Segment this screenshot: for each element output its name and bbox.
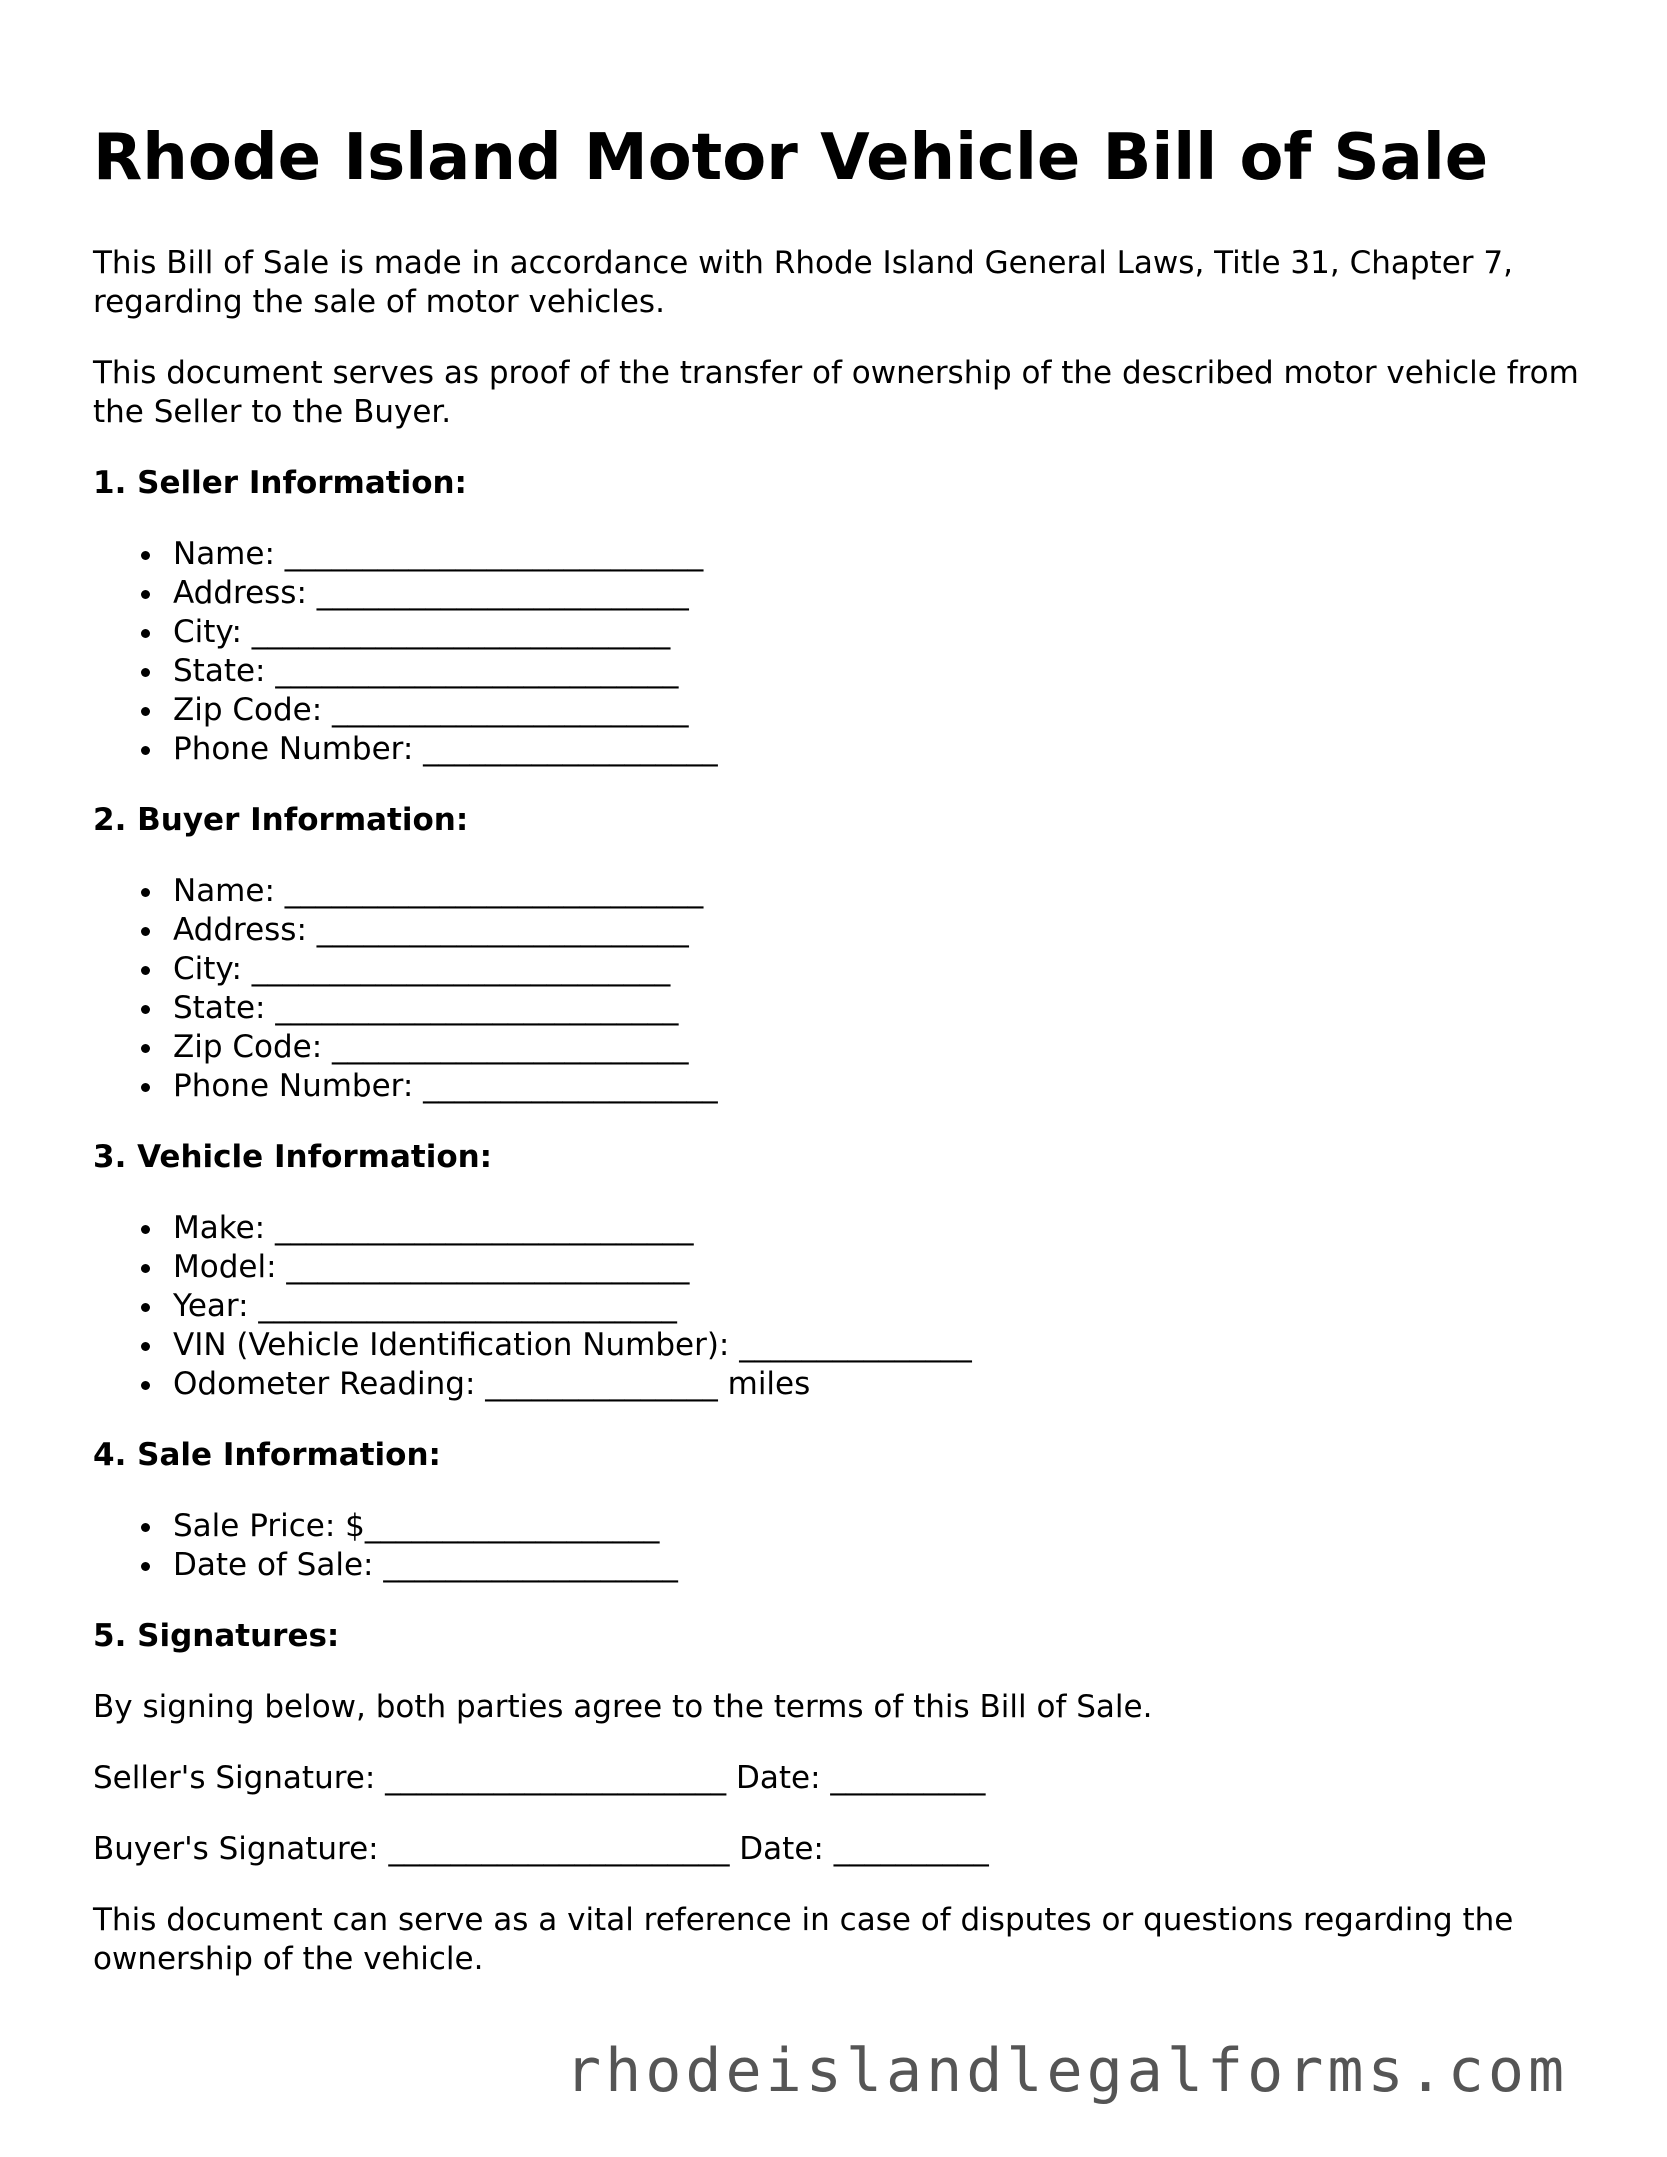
vehicle-odometer-field: Odometer Reading: _______________ miles [173, 1365, 1613, 1404]
seller-info-list [93, 535, 1613, 769]
vehicle-make-field: Make: ___________________________ [173, 1209, 1613, 1248]
buyer-signature-line: Buyer's Signature: ______________________ Date: __________ [93, 1831, 989, 1867]
vehicle-vin-field: VIN (Vehicle Identification Number): _______________ [173, 1326, 1613, 1365]
vehicle-info-list [93, 1209, 1613, 1404]
seller-phone-field: Phone Number: ___________________ [173, 730, 1613, 769]
seller-zip-field: Zip Code: _______________________ [173, 691, 1613, 730]
seller-signature-line: Seller's Signature: ______________________ Date: __________ [93, 1760, 986, 1796]
document-page [93, 118, 1613, 2011]
closing-paragraph: This document can serve as a vital reference in case of disputes or questions regarding the ownership of the vehicle. [93, 1902, 1514, 1977]
sale-info-list [93, 1507, 1613, 1585]
buyer-section-heading: 2. Buyer Information: [93, 802, 469, 838]
vehicle-model-field: Model: __________________________ [173, 1248, 1613, 1287]
buyer-phone-field: Phone Number: ___________________ [173, 1067, 1613, 1106]
buyer-address-field: Address: ________________________ [173, 911, 1613, 950]
intro-paragraph-law: This Bill of Sale is made in accordance with Rhode Island General Laws, Title 31, Chapter 7, regarding the sale of motor vehicles. [93, 245, 1513, 320]
buyer-zip-field: Zip Code: _______________________ [173, 1028, 1613, 1067]
vehicle-year-field: Year: ___________________________ [173, 1287, 1613, 1326]
seller-state-field: State: __________________________ [173, 652, 1613, 691]
sale-price-field: Sale Price: $___________________ [173, 1507, 1613, 1546]
seller-name-field: Name: ___________________________ [173, 535, 1613, 574]
seller-city-field: City: ___________________________ [173, 613, 1613, 652]
intro-paragraph-purpose: This document serves as proof of the transfer of ownership of the described motor vehicle from the Seller to the Buyer. [93, 355, 1579, 430]
buyer-state-field: State: __________________________ [173, 989, 1613, 1028]
seller-section-heading: 1. Seller Information: [93, 465, 467, 501]
signatures-section-heading: 5. Signatures: [93, 1618, 340, 1654]
sale-date-field: Date of Sale: ___________________ [173, 1546, 1613, 1585]
buyer-info-list [93, 872, 1613, 1106]
buyer-name-field: Name: ___________________________ [173, 872, 1613, 911]
signatures-statement: By signing below, both parties agree to the terms of this Bill of Sale. [93, 1689, 1153, 1725]
document-title: Rhode Island Motor Vehicle Bill of Sale [93, 121, 1489, 195]
buyer-city-field: City: ___________________________ [173, 950, 1613, 989]
sale-section-heading: 4. Sale Information: [93, 1437, 441, 1473]
vehicle-section-heading: 3. Vehicle Information: [93, 1139, 493, 1175]
footer-website: rhodeislandlegalforms.com [565, 2036, 1569, 2106]
seller-address-field: Address: ________________________ [173, 574, 1613, 613]
